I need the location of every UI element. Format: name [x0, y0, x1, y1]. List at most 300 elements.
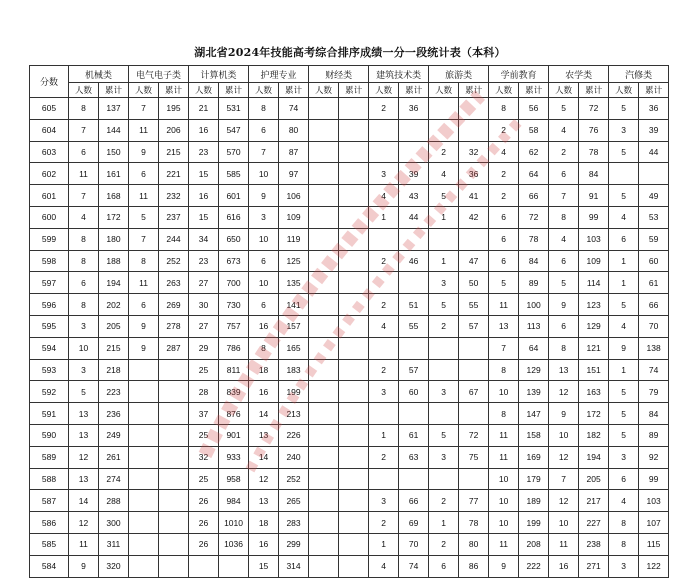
table-cell: 16 [249, 533, 279, 555]
table-cell [339, 141, 369, 163]
table-cell: 18 [249, 512, 279, 534]
table-cell: 4 [369, 315, 399, 337]
table-cell: 15 [189, 163, 219, 185]
table-cell: 61 [399, 424, 429, 446]
table-cell: 80 [459, 533, 489, 555]
table-cell: 2 [429, 315, 459, 337]
table-cell: 300 [99, 512, 129, 534]
table-cell: 3 [369, 381, 399, 403]
table-cell: 79 [639, 381, 669, 403]
table-cell: 13 [69, 424, 99, 446]
table-cell: 113 [519, 315, 549, 337]
score-distribution-table [29, 65, 669, 578]
table-cell: 3 [69, 315, 99, 337]
table-cell [309, 555, 339, 577]
table-cell: 70 [399, 533, 429, 555]
table-row [30, 490, 669, 512]
table-cell [309, 424, 339, 446]
table-cell: 6 [609, 468, 639, 490]
table-cell [309, 206, 339, 228]
table-cell: 86 [459, 555, 489, 577]
table-body [30, 66, 669, 578]
table-cell: 84 [639, 403, 669, 425]
table-cell: 10 [489, 490, 519, 512]
table-cell: 10 [249, 272, 279, 294]
table-cell: 2 [369, 250, 399, 272]
table-cell [159, 490, 189, 512]
table-cell: 199 [519, 512, 549, 534]
table-cell: 5 [429, 294, 459, 316]
table-cell [309, 468, 339, 490]
table-cell: 9 [549, 294, 579, 316]
table-cell: 138 [639, 337, 669, 359]
table-cell: 7 [489, 337, 519, 359]
category-header: 汽修类 [609, 66, 669, 83]
table-cell: 70 [639, 315, 669, 337]
table-cell: 8 [489, 98, 519, 120]
table-cell: 37 [189, 403, 219, 425]
table-row [30, 337, 669, 359]
table-cell [429, 468, 459, 490]
table-cell: 8 [489, 403, 519, 425]
table-cell: 3 [609, 446, 639, 468]
score-cell: 596 [30, 294, 69, 316]
table-cell: 3 [609, 555, 639, 577]
table-cell: 80 [279, 119, 309, 141]
cumulative-header: 累计 [519, 83, 549, 98]
table-cell: 4 [369, 185, 399, 207]
cumulative-header: 累计 [219, 83, 249, 98]
table-cell: 3 [249, 206, 279, 228]
table-cell [429, 403, 459, 425]
table-cell [429, 119, 459, 141]
table-cell [459, 359, 489, 381]
table-cell [459, 98, 489, 120]
table-cell: 11 [69, 533, 99, 555]
table-cell [309, 533, 339, 555]
table-cell [459, 468, 489, 490]
category-header: 机械类 [69, 66, 129, 83]
table-cell: 9 [489, 555, 519, 577]
table-row [30, 381, 669, 403]
table-cell: 5 [69, 381, 99, 403]
table-cell: 299 [279, 533, 309, 555]
table-cell: 41 [459, 185, 489, 207]
table-cell: 46 [399, 250, 429, 272]
table-cell: 129 [579, 315, 609, 337]
table-cell: 74 [399, 555, 429, 577]
table-cell: 10 [489, 468, 519, 490]
table-cell: 39 [399, 163, 429, 185]
table-cell: 3 [69, 359, 99, 381]
table-row [30, 163, 669, 185]
table-cell [309, 163, 339, 185]
table-cell: 240 [279, 446, 309, 468]
table-cell [309, 381, 339, 403]
table-cell [369, 119, 399, 141]
score-cell: 585 [30, 533, 69, 555]
table-cell: 6 [549, 163, 579, 185]
table-cell: 147 [519, 403, 549, 425]
score-cell: 600 [30, 206, 69, 228]
table-cell: 244 [159, 228, 189, 250]
table-cell: 60 [639, 250, 669, 272]
category-header: 计算机类 [189, 66, 249, 83]
table-cell: 34 [189, 228, 219, 250]
table-cell: 195 [159, 98, 189, 120]
table-cell: 122 [639, 555, 669, 577]
table-cell: 84 [579, 163, 609, 185]
table-cell: 183 [279, 359, 309, 381]
table-cell [159, 555, 189, 577]
table-cell [339, 512, 369, 534]
table-cell: 165 [279, 337, 309, 359]
table-cell [309, 250, 339, 272]
table-cell [159, 403, 189, 425]
table-cell [339, 468, 369, 490]
score-cell: 589 [30, 446, 69, 468]
cumulative-header: 累计 [279, 83, 309, 98]
table-cell: 4 [369, 555, 399, 577]
table-cell: 2 [369, 359, 399, 381]
table-cell: 2 [489, 185, 519, 207]
table-cell: 876 [219, 403, 249, 425]
table-cell [309, 98, 339, 120]
table-cell: 3 [369, 490, 399, 512]
table-cell: 12 [549, 490, 579, 512]
table-cell: 650 [219, 228, 249, 250]
table-cell [159, 424, 189, 446]
table-cell: 44 [399, 206, 429, 228]
table-cell: 7 [69, 119, 99, 141]
table-cell: 43 [399, 185, 429, 207]
count-header: 人数 [549, 83, 579, 98]
table-cell: 92 [639, 446, 669, 468]
count-header: 人数 [609, 83, 639, 98]
score-header: 分数 [30, 66, 69, 98]
table-cell: 283 [279, 512, 309, 534]
table-cell [309, 294, 339, 316]
table-cell: 5 [609, 424, 639, 446]
table-cell: 205 [579, 468, 609, 490]
table-cell [309, 512, 339, 534]
table-cell: 179 [519, 468, 549, 490]
table-row [30, 446, 669, 468]
table-cell: 62 [519, 141, 549, 163]
table-cell [309, 141, 339, 163]
table-cell: 9 [549, 403, 579, 425]
table-cell: 157 [279, 315, 309, 337]
table-cell: 69 [399, 512, 429, 534]
table-cell [309, 337, 339, 359]
table-cell [339, 119, 369, 141]
table-cell: 27 [189, 315, 219, 337]
table-cell [339, 228, 369, 250]
table-cell: 3 [369, 163, 399, 185]
table-cell: 47 [459, 250, 489, 272]
table-cell: 4 [609, 206, 639, 228]
count-header: 人数 [429, 83, 459, 98]
cumulative-header: 累计 [339, 83, 369, 98]
table-cell [129, 512, 159, 534]
table-row [30, 98, 669, 120]
table-cell: 10 [489, 381, 519, 403]
table-cell: 700 [219, 272, 249, 294]
table-cell: 16 [249, 381, 279, 403]
table-cell: 123 [579, 294, 609, 316]
table-cell [339, 555, 369, 577]
table-cell: 139 [519, 381, 549, 403]
table-cell: 8 [129, 250, 159, 272]
table-cell: 226 [279, 424, 309, 446]
table-cell: 78 [519, 228, 549, 250]
table-cell: 10 [549, 512, 579, 534]
category-header: 护理专业 [249, 66, 309, 83]
table-cell [309, 228, 339, 250]
table-row [30, 555, 669, 577]
table-cell: 7 [129, 98, 159, 120]
table-cell [129, 359, 159, 381]
table-cell [369, 337, 399, 359]
table-cell: 11 [69, 163, 99, 185]
table-cell: 7 [549, 468, 579, 490]
table-cell: 109 [579, 250, 609, 272]
table-cell: 56 [519, 98, 549, 120]
table-cell [339, 272, 369, 294]
table-cell: 23 [189, 250, 219, 272]
table-cell: 1 [609, 272, 639, 294]
table-cell: 217 [579, 490, 609, 512]
table-cell: 249 [99, 424, 129, 446]
score-cell: 602 [30, 163, 69, 185]
score-cell: 590 [30, 424, 69, 446]
table-cell [339, 403, 369, 425]
cumulative-header: 累计 [99, 83, 129, 98]
table-cell: 12 [249, 468, 279, 490]
table-cell: 172 [579, 403, 609, 425]
table-cell: 10 [549, 424, 579, 446]
table-cell: 168 [99, 185, 129, 207]
table-cell: 274 [99, 468, 129, 490]
table-cell: 208 [519, 533, 549, 555]
table-cell [129, 468, 159, 490]
count-header: 人数 [249, 83, 279, 98]
table-cell: 64 [519, 337, 549, 359]
table-row [30, 141, 669, 163]
score-cell: 586 [30, 512, 69, 534]
table-cell: 77 [459, 490, 489, 512]
table-cell: 106 [279, 185, 309, 207]
score-cell: 588 [30, 468, 69, 490]
cumulative-header: 累计 [639, 83, 669, 98]
table-cell: 311 [99, 533, 129, 555]
cumulative-header: 累计 [579, 83, 609, 98]
table-cell: 7 [249, 141, 279, 163]
table-cell: 1 [369, 533, 399, 555]
table-cell: 39 [639, 119, 669, 141]
table-cell: 25 [189, 424, 219, 446]
table-cell: 13 [249, 424, 279, 446]
table-cell: 8 [69, 228, 99, 250]
category-header: 财经类 [309, 66, 369, 83]
table-cell [459, 337, 489, 359]
table-cell: 1 [609, 250, 639, 272]
table-cell: 32 [459, 141, 489, 163]
table-cell: 9 [129, 337, 159, 359]
table-cell: 12 [549, 446, 579, 468]
table-cell: 64 [519, 163, 549, 185]
table-cell: 218 [99, 359, 129, 381]
table-cell [459, 119, 489, 141]
table-cell [159, 446, 189, 468]
table-cell: 12 [69, 512, 99, 534]
score-cell: 597 [30, 272, 69, 294]
table-cell [129, 403, 159, 425]
table-cell: 5 [489, 272, 519, 294]
table-cell: 2 [429, 490, 459, 512]
table-cell: 252 [279, 468, 309, 490]
count-header: 人数 [189, 83, 219, 98]
table-cell: 10 [69, 337, 99, 359]
cumulative-header: 累计 [459, 83, 489, 98]
table-cell: 13 [69, 403, 99, 425]
table-cell: 6 [129, 294, 159, 316]
table-cell [399, 228, 429, 250]
table-cell: 141 [279, 294, 309, 316]
table-cell: 72 [579, 98, 609, 120]
table-cell: 84 [519, 250, 549, 272]
table-cell: 182 [579, 424, 609, 446]
table-cell [339, 337, 369, 359]
table-cell: 87 [279, 141, 309, 163]
table-cell: 206 [159, 119, 189, 141]
table-cell: 67 [459, 381, 489, 403]
table-cell [429, 359, 459, 381]
score-cell: 603 [30, 141, 69, 163]
table-cell [639, 163, 669, 185]
table-cell: 320 [99, 555, 129, 577]
table-cell: 2 [369, 294, 399, 316]
table-row [30, 533, 669, 555]
table-cell [339, 294, 369, 316]
table-cell [399, 403, 429, 425]
table-cell: 4 [609, 490, 639, 512]
table-cell: 119 [279, 228, 309, 250]
table-cell: 839 [219, 381, 249, 403]
table-cell: 1 [369, 424, 399, 446]
table-cell: 6 [249, 119, 279, 141]
table-cell: 6 [489, 228, 519, 250]
table-cell [339, 185, 369, 207]
table-cell: 3 [429, 446, 459, 468]
category-header: 农学类 [549, 66, 609, 83]
table-cell: 6 [549, 315, 579, 337]
table-cell: 32 [189, 446, 219, 468]
table-cell: 99 [639, 468, 669, 490]
table-cell: 6 [69, 272, 99, 294]
category-header: 电气电子类 [129, 66, 189, 83]
table-cell: 199 [279, 381, 309, 403]
table-cell: 103 [639, 490, 669, 512]
table-cell: 1 [429, 512, 459, 534]
table-cell [429, 98, 459, 120]
table-row [30, 119, 669, 141]
table-cell: 109 [279, 206, 309, 228]
table-cell: 16 [549, 555, 579, 577]
table-cell: 29 [189, 337, 219, 359]
table-cell: 1010 [219, 512, 249, 534]
table-cell: 26 [189, 512, 219, 534]
table-cell: 215 [99, 337, 129, 359]
table-cell: 12 [549, 381, 579, 403]
table-cell: 2 [489, 119, 519, 141]
table-cell: 213 [279, 403, 309, 425]
score-cell: 584 [30, 555, 69, 577]
table-cell: 97 [279, 163, 309, 185]
table-cell: 616 [219, 206, 249, 228]
table-cell [159, 512, 189, 534]
table-cell: 2 [489, 163, 519, 185]
score-cell: 593 [30, 359, 69, 381]
table-cell: 6 [489, 206, 519, 228]
table-cell [399, 337, 429, 359]
table-row [30, 403, 669, 425]
table-cell: 78 [579, 141, 609, 163]
table-cell: 7 [549, 185, 579, 207]
table-cell: 72 [459, 424, 489, 446]
table-cell: 6 [609, 228, 639, 250]
table-cell: 287 [159, 337, 189, 359]
table-cell: 757 [219, 315, 249, 337]
table-cell: 933 [219, 446, 249, 468]
score-cell: 595 [30, 315, 69, 337]
table-cell: 13 [249, 490, 279, 512]
table-cell [339, 446, 369, 468]
table-cell: 21 [189, 98, 219, 120]
table-cell: 114 [579, 272, 609, 294]
table-cell: 8 [249, 98, 279, 120]
table-cell: 36 [639, 98, 669, 120]
table-cell [459, 403, 489, 425]
table-cell: 115 [639, 533, 669, 555]
table-cell: 99 [579, 206, 609, 228]
table-cell: 58 [519, 119, 549, 141]
table-cell: 271 [579, 555, 609, 577]
table-cell: 12 [69, 446, 99, 468]
table-cell [369, 403, 399, 425]
table-cell: 55 [399, 315, 429, 337]
table-cell: 11 [489, 446, 519, 468]
table-cell: 30 [189, 294, 219, 316]
table-cell: 232 [159, 185, 189, 207]
table-cell: 50 [459, 272, 489, 294]
table-cell: 5 [609, 141, 639, 163]
table-cell [219, 555, 249, 577]
table-cell: 8 [549, 337, 579, 359]
score-cell: 598 [30, 250, 69, 272]
table-cell: 3 [429, 381, 459, 403]
table-cell [129, 381, 159, 403]
table-cell: 10 [249, 228, 279, 250]
table-cell: 194 [99, 272, 129, 294]
table-cell: 44 [639, 141, 669, 163]
table-cell: 8 [69, 250, 99, 272]
table-cell: 63 [399, 446, 429, 468]
table-cell: 89 [639, 424, 669, 446]
table-cell: 1 [429, 206, 459, 228]
table-cell: 59 [639, 228, 669, 250]
table-cell: 66 [399, 490, 429, 512]
